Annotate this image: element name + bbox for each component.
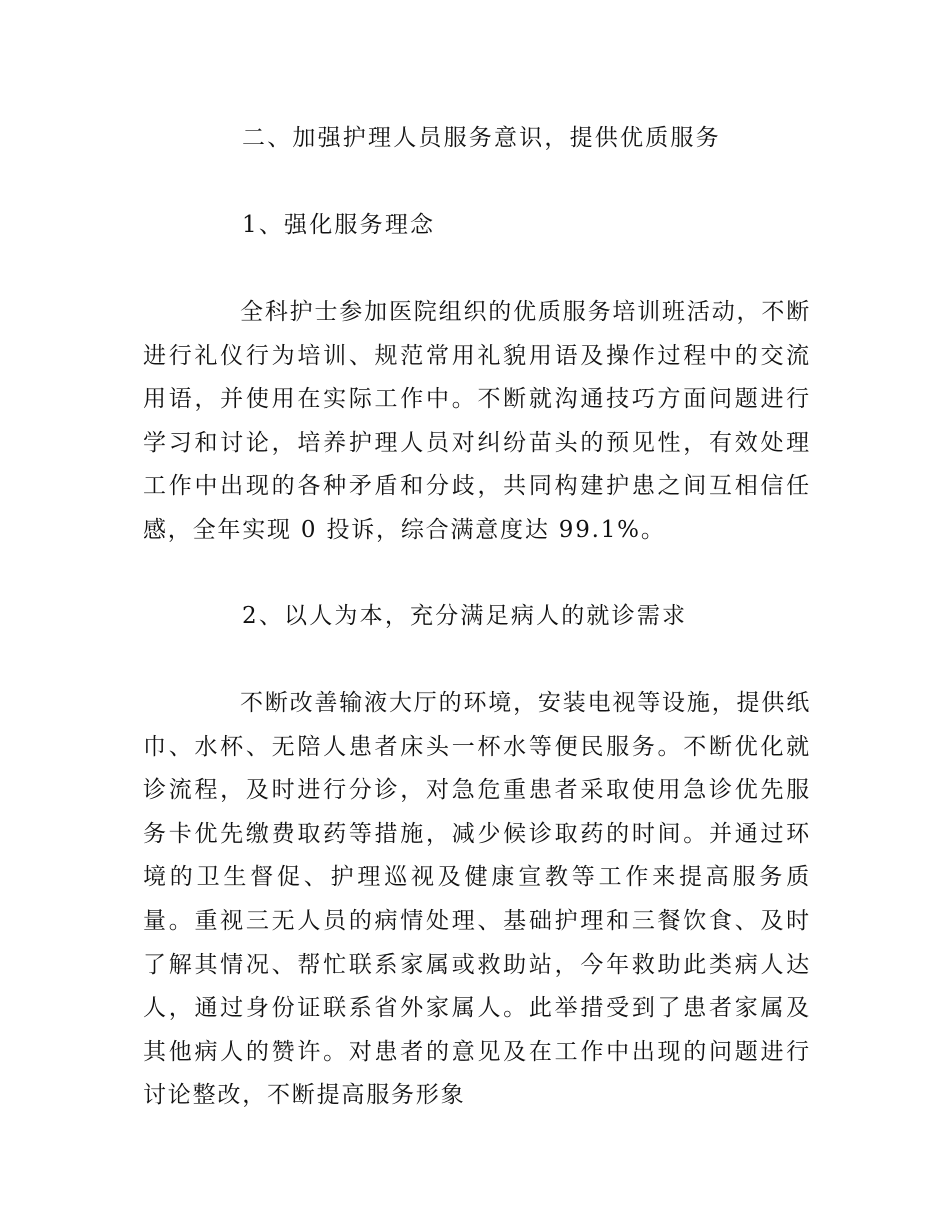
subsection-title-2: 2、以人为本，充分满足病人的就诊需求 <box>242 603 688 629</box>
subsection-title-1: 1、强化服务理念 <box>242 212 436 238</box>
paragraph-1: 全科护士参加医院组织的优质服务培训班活动，不断进行礼仪行为培训、规范常用礼貌用语及操作过程中的交流用语，并使用在实际工作中。不断就沟通技巧方面问题进行学习和讨论，培养护理人员对纠纷苗头的预见性，有效处理工作中出现的各种矛盾和分歧，共同构建护患之间互相信任感，全年实现 0 投诉，综合满意度达 99.1%。 <box>143 299 811 543</box>
section-title: 二、加强护理人员服务意识，提供优质服务 <box>242 125 721 151</box>
paragraph-2: 不断改善输液大厅的环境，安装电视等设施，提供纸巾、水杯、无陪人患者床头一杯水等便民服务。不断优化就诊流程，及时进行分诊，对急危重患者采取使用急诊优先服务卡优先缴费取药等措施，减少候诊取药的时间。并通过环境的卫生督促、护理巡视及健康宣教等工作来提高服务质量。重视三无人员的病情处理、基础护理和三餐饮食、及时了解其情况、帮忙联系家属或救助站，今年救助此类病人达人，通过身份证联系省外家属人。此举措受到了患者家属及其他病人的赞许。对患者的意见及在工作中出现的问题进行讨论整改，不断提高服务形象 <box>143 690 811 1109</box>
